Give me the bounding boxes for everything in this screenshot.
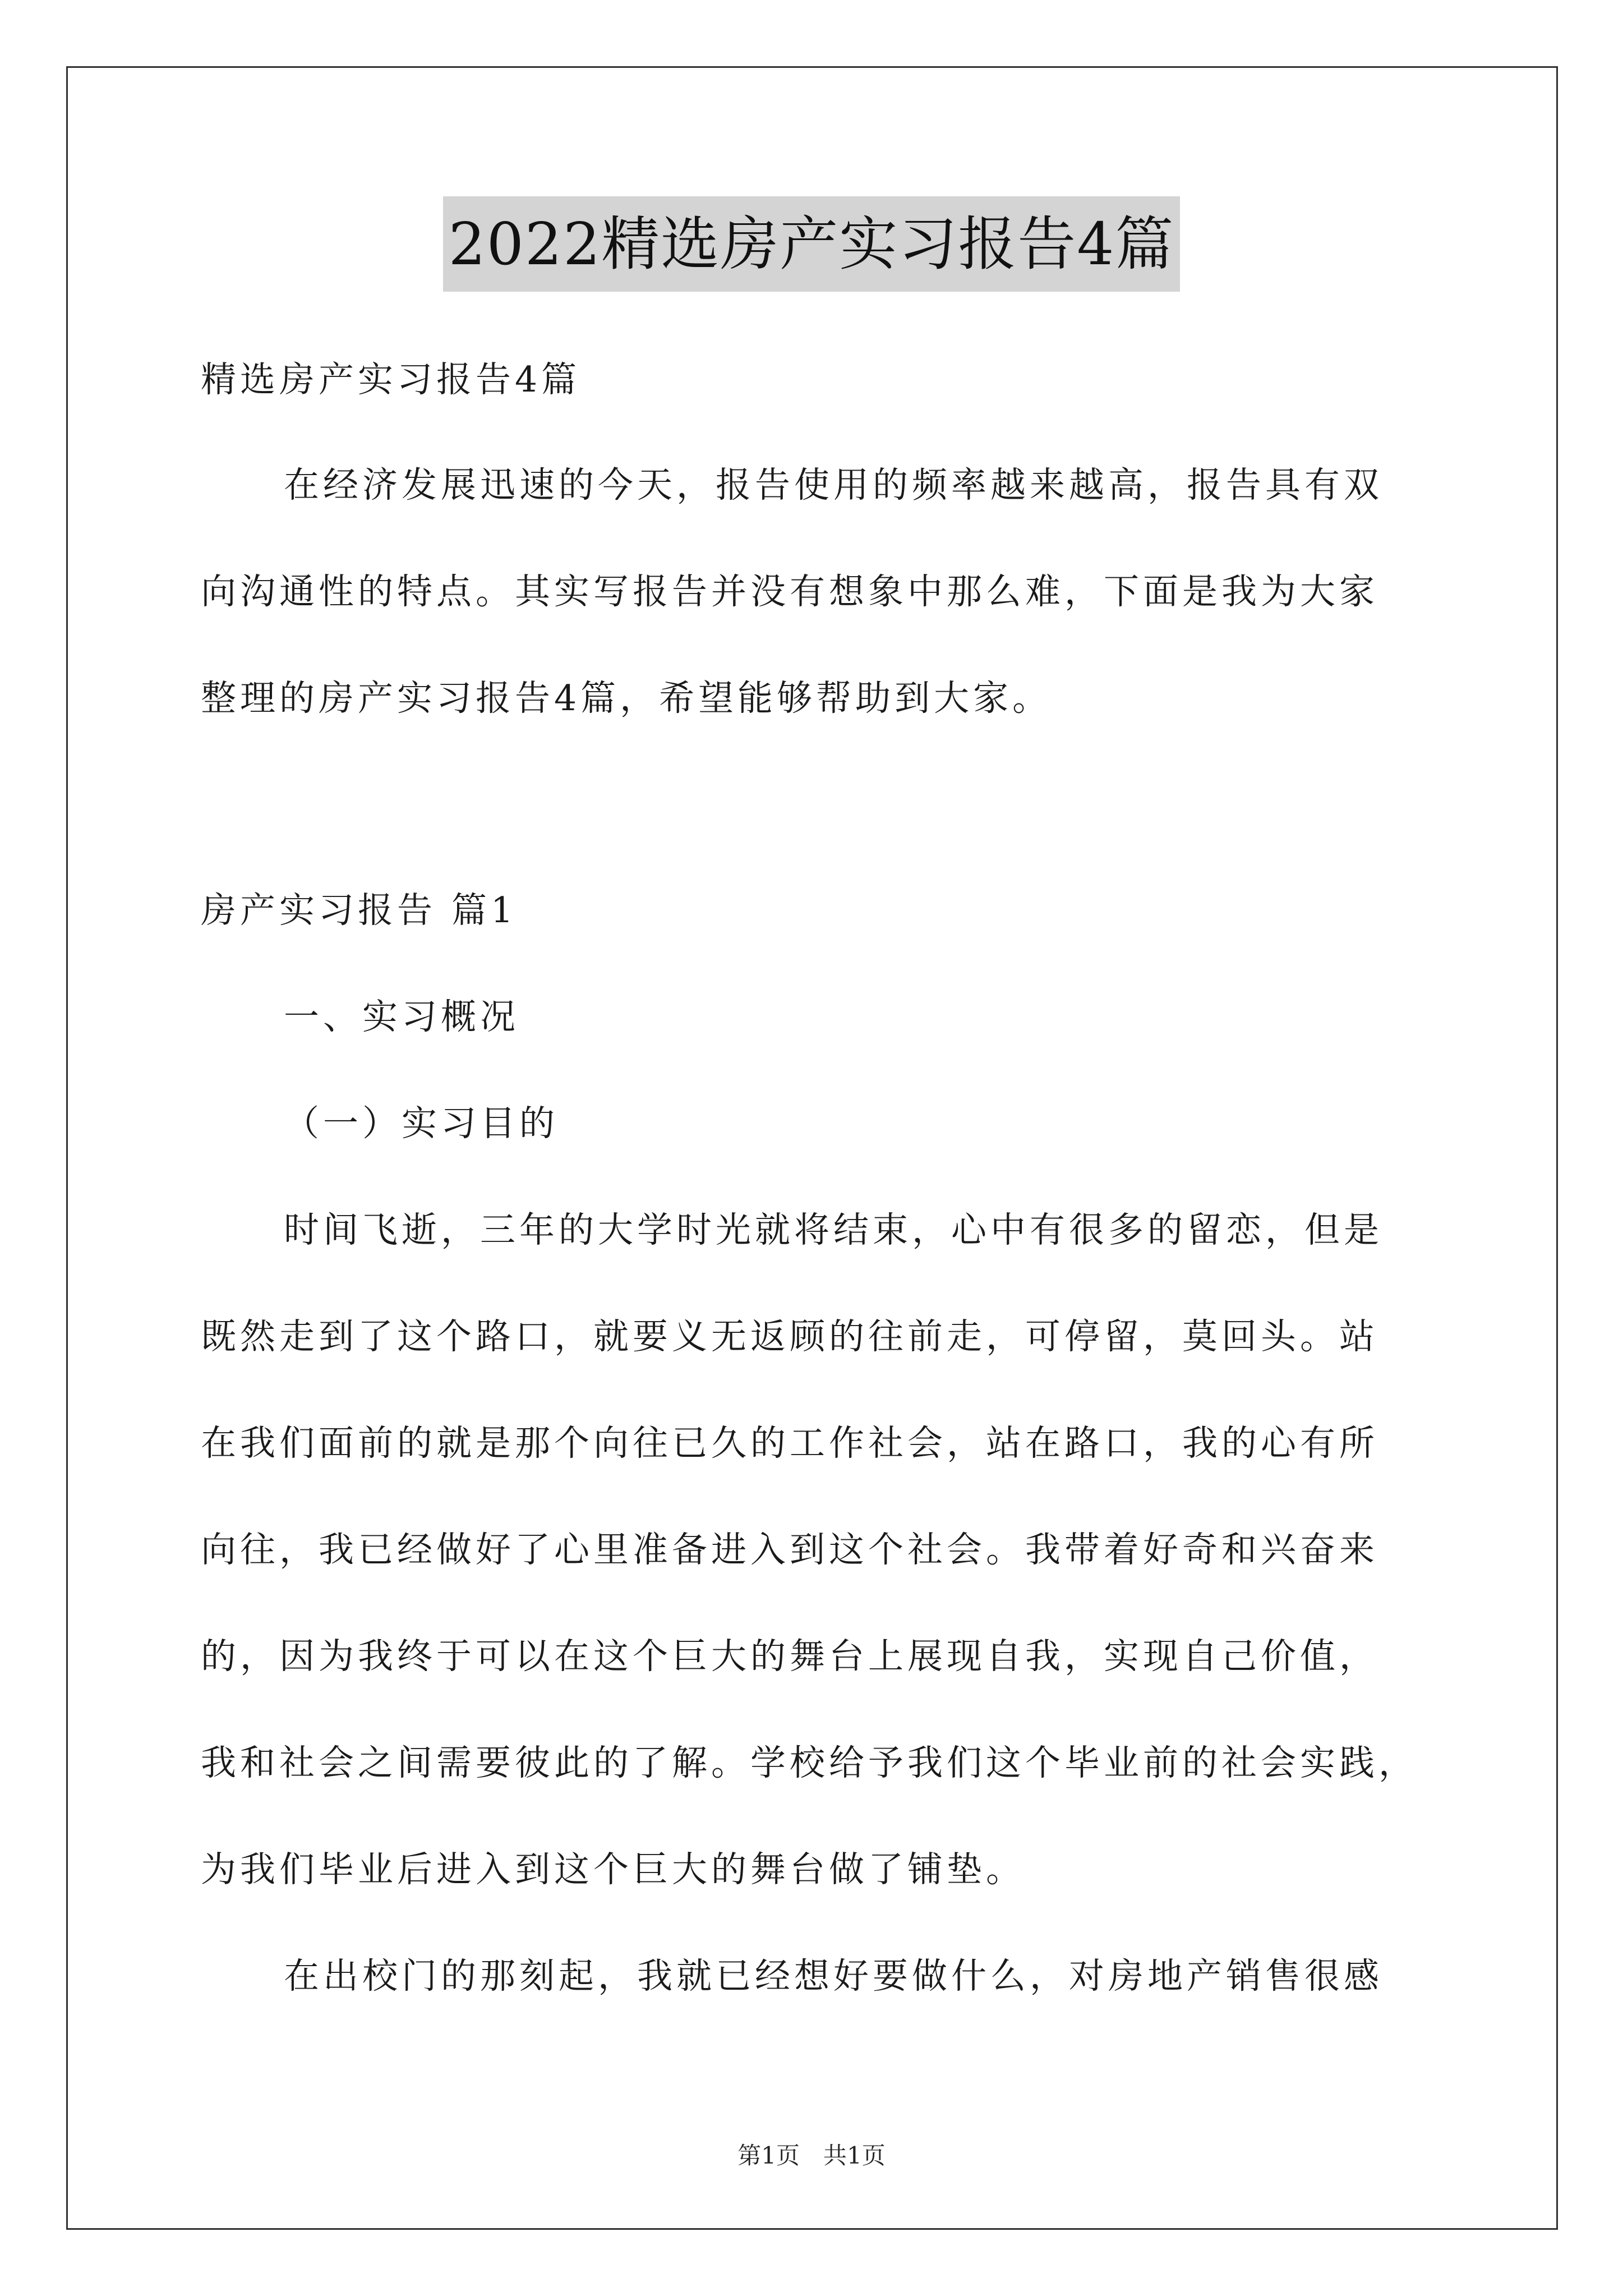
page-footer: 第1页 共1页 [737, 2142, 886, 2169]
body-line-2: 既然走到了这个路口，就要义无返顾的往前走，可停留，莫回头。站 [201, 1316, 1378, 1357]
body-line-5: 的，因为我终于可以在这个巨大的舞台上展现自我，实现自己价值， [201, 1636, 1378, 1677]
body-line-6: 我和社会之间需要彼此的了解。学校给予我们这个毕业前的社会实践， [201, 1742, 1418, 1783]
document-title: 2022精选房产实习报告4篇 [443, 196, 1181, 292]
section-heading: 房产实习报告 篇1 [201, 890, 518, 931]
intro-line-1: 在经济发展迅速的今天，报告使用的频率越来越高，报告具有双 [284, 464, 1383, 505]
intro-line-2: 向沟通性的特点。其实写报告并没有想象中那么难，下面是我为大家 [201, 571, 1378, 612]
title-container [0, 196, 1623, 292]
body-line-3: 在我们面前的就是那个向往已久的工作社会，站在路口，我的心有所 [201, 1423, 1378, 1464]
body-line-8: 在出校门的那刻起，我就已经想好要做什么，对房地产销售很感 [284, 1955, 1383, 1996]
subheading-purpose: （一）实习目的 [284, 1103, 559, 1144]
body-line-1: 时间飞逝，三年的大学时光就将结束，心中有很多的留恋，但是 [284, 1209, 1383, 1250]
subheading-overview: 一、实习概况 [284, 996, 519, 1037]
body-line-4: 向往，我已经做好了心里准备进入到这个社会。我带着好奇和兴奋来 [201, 1529, 1378, 1570]
body-line-7: 为我们毕业后进入到这个巨大的舞台做了铺垫。 [201, 1849, 1025, 1890]
intro-line-3: 整理的房产实习报告4篇，希望能够帮助到大家。 [201, 678, 1052, 719]
document-subtitle: 精选房产实习报告4篇 [201, 359, 581, 400]
